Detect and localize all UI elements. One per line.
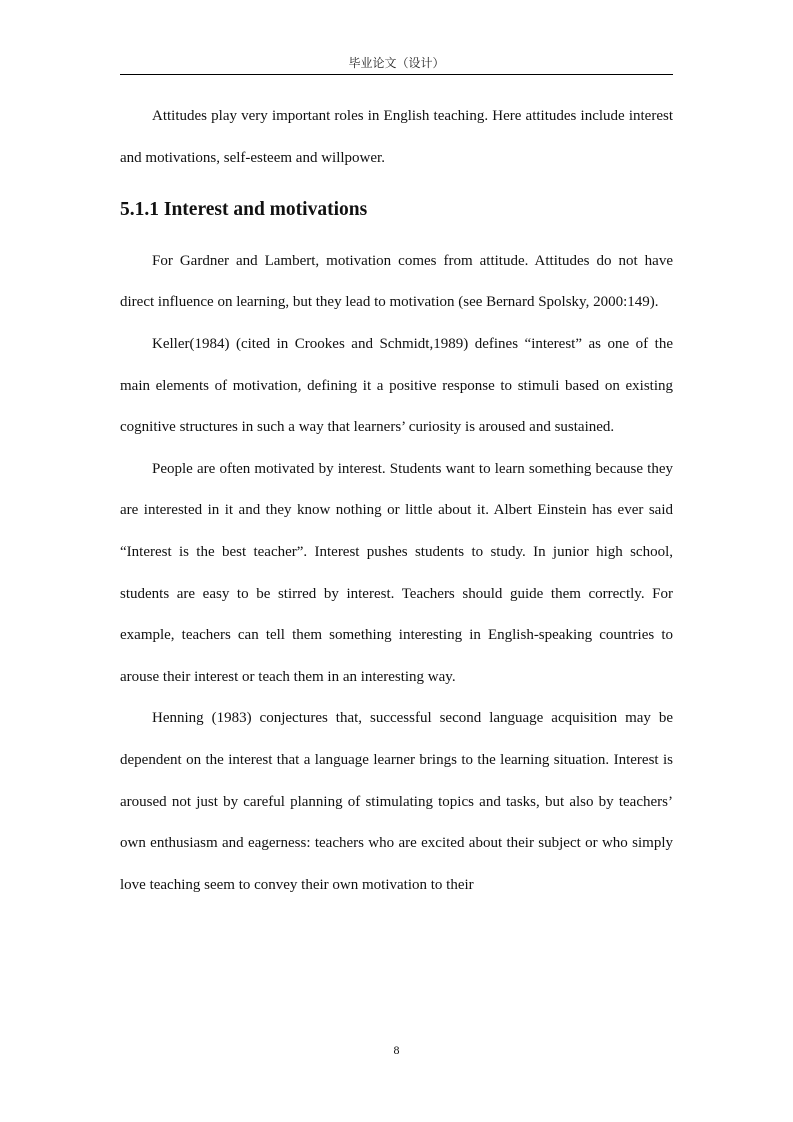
document-body <box>120 96 673 906</box>
body-paragraph: For Gardner and Lambert, motivation comes from attitude. Attitudes do not have direct influence on learning, but they lead to motivation (see Bernard Spolsky, 2000:149). <box>120 252 673 311</box>
page-header-title: 毕业论文（设计） <box>348 56 445 70</box>
body-paragraph: Henning (1983) conjectures that, successful second language acquisition may be dependent on the interest that a language learner brings to the learning situation. Interest is aroused not just by careful planning of stimulating topics and tasks, but also by teachers’ own enthusiasm and eagerness: teachers who are excited about their subject or who simply love teaching seem to convey their own motivation to their <box>120 710 673 893</box>
body-paragraph: Keller(1984) (cited in Crookes and Schmidt,1989) defines “interest” as one of the main elements of motivation, defining it a positive response to stimuli based on existing cognitive structures in such a way that learners’ curiosity is aroused and sustained. <box>120 335 673 436</box>
section-heading: 5.1.1 Interest and motivations <box>120 199 368 221</box>
page-number: 8 <box>393 1043 400 1057</box>
header-divider <box>120 74 673 75</box>
intro-paragraph: Attitudes play very important roles in English teaching. Here attitudes include interest and motivations, self-esteem and willpower. <box>120 108 673 166</box>
body-paragraph: People are often motivated by interest. Students want to learn something because they are interested in it and they know nothing or little about it. Albert Einstein has ever said “Interest is the best teacher”. Interest pushes students to study. In junior high school, students are easy to be stirred by interest. Teachers should guide them correctly. For example, teachers can tell them something interesting in English-speaking countries to arouse their interest or teach them in an interesting way. <box>120 460 673 685</box>
